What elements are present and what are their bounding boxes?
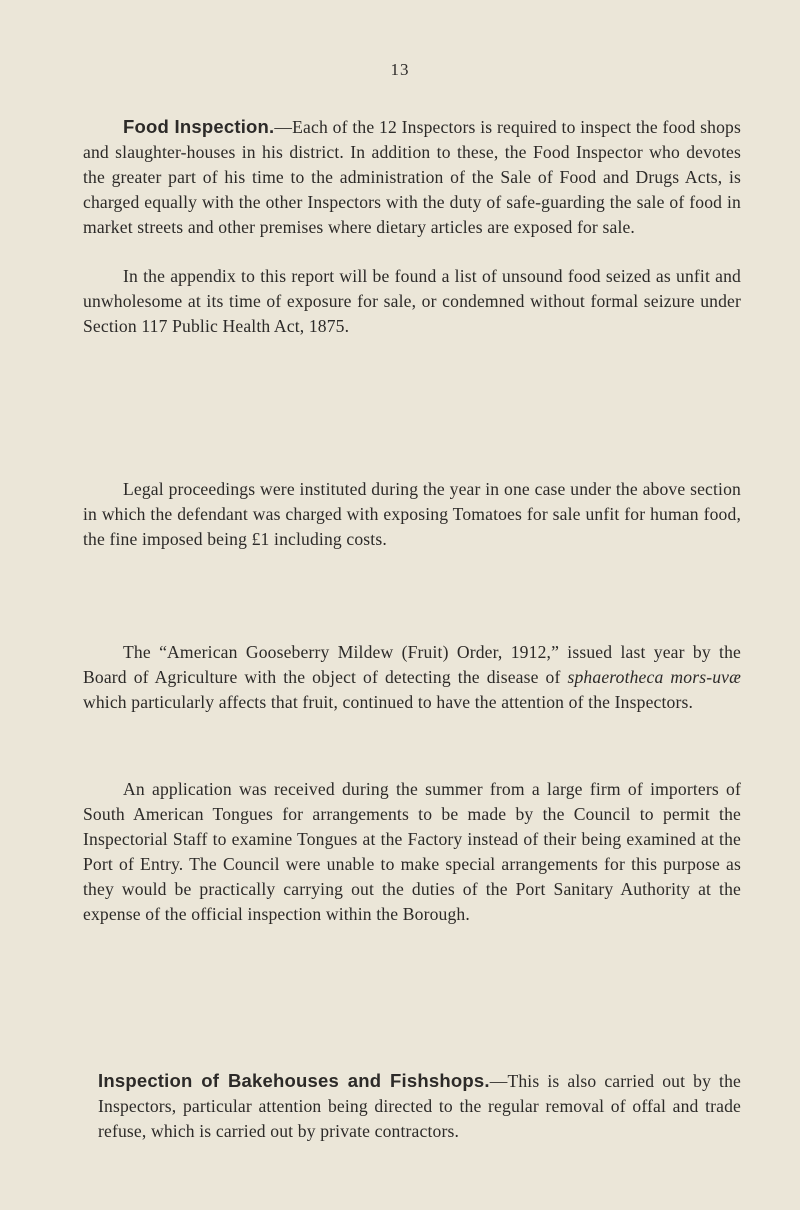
gooseberry-text-before: The “American Gooseberry Mildew (Fruit) Order, 1912,” issued last year by the Board of Agriculture with the object of detecting the disease of xyxy=(83,642,741,687)
bakehouses-heading: Inspection of Bakehouses and Fishshops. xyxy=(98,1070,490,1091)
food-inspection-text: —Each of the 12 Inspectors is required to inspect the food shops and slaughter-houses in his district. In addition to these, the Food Inspector who devotes the greater part of his time to the administration of the Sale of Food and Drugs Acts, is charged equally with the other Inspectors with the duty of safe-guarding the sale of food in market streets and other premises where dietary articles are exposed for sale. xyxy=(83,117,741,237)
legal-proceedings-paragraph: Legal proceedings were instituted during the year in one case under the above section in which the defendant was charged with exposing Tomatoes for sale unfit for human food, the fine imposed being £1 including costs. xyxy=(83,479,741,549)
food-inspection-paragraph xyxy=(83,114,741,240)
appendix-paragraph: In the appendix to this report will be found a list of unsound food seized as unfit and unwholesome at its time of exposure for sale, or condemned without formal seizure under Section 117 Public Health Act, 1875. xyxy=(83,266,741,336)
tongues-paragraph: An application was received during the summer from a large firm of importers of South American Tongues for arrangements to be made by the Council to permit the Inspectorial Staff to examine Tongues at the Factory instead of their being examined at the Port of Entry. The Council were unable to make special arrangements for this purpose as they would be practically carrying out the duties of the Port Sanitary Authority at the expense of the official inspection within the Borough. xyxy=(83,779,741,924)
page-number: 13 xyxy=(390,60,410,79)
bakehouses-text: —This is also carried out by the Inspectors, particular attention being directed to the regular removal of offal and trade refuse, which is carried out by private contractors. xyxy=(98,1071,741,1141)
bakehouses-paragraph xyxy=(98,1068,741,1144)
species-name: sphaerotheca mors-uvæ xyxy=(567,667,741,687)
gooseberry-mildew-paragraph xyxy=(83,640,741,715)
gooseberry-text-after: which particularly affects that fruit, continued to have the attention of the Inspectors. xyxy=(83,692,694,712)
food-inspection-heading: Food Inspection. xyxy=(123,116,275,137)
